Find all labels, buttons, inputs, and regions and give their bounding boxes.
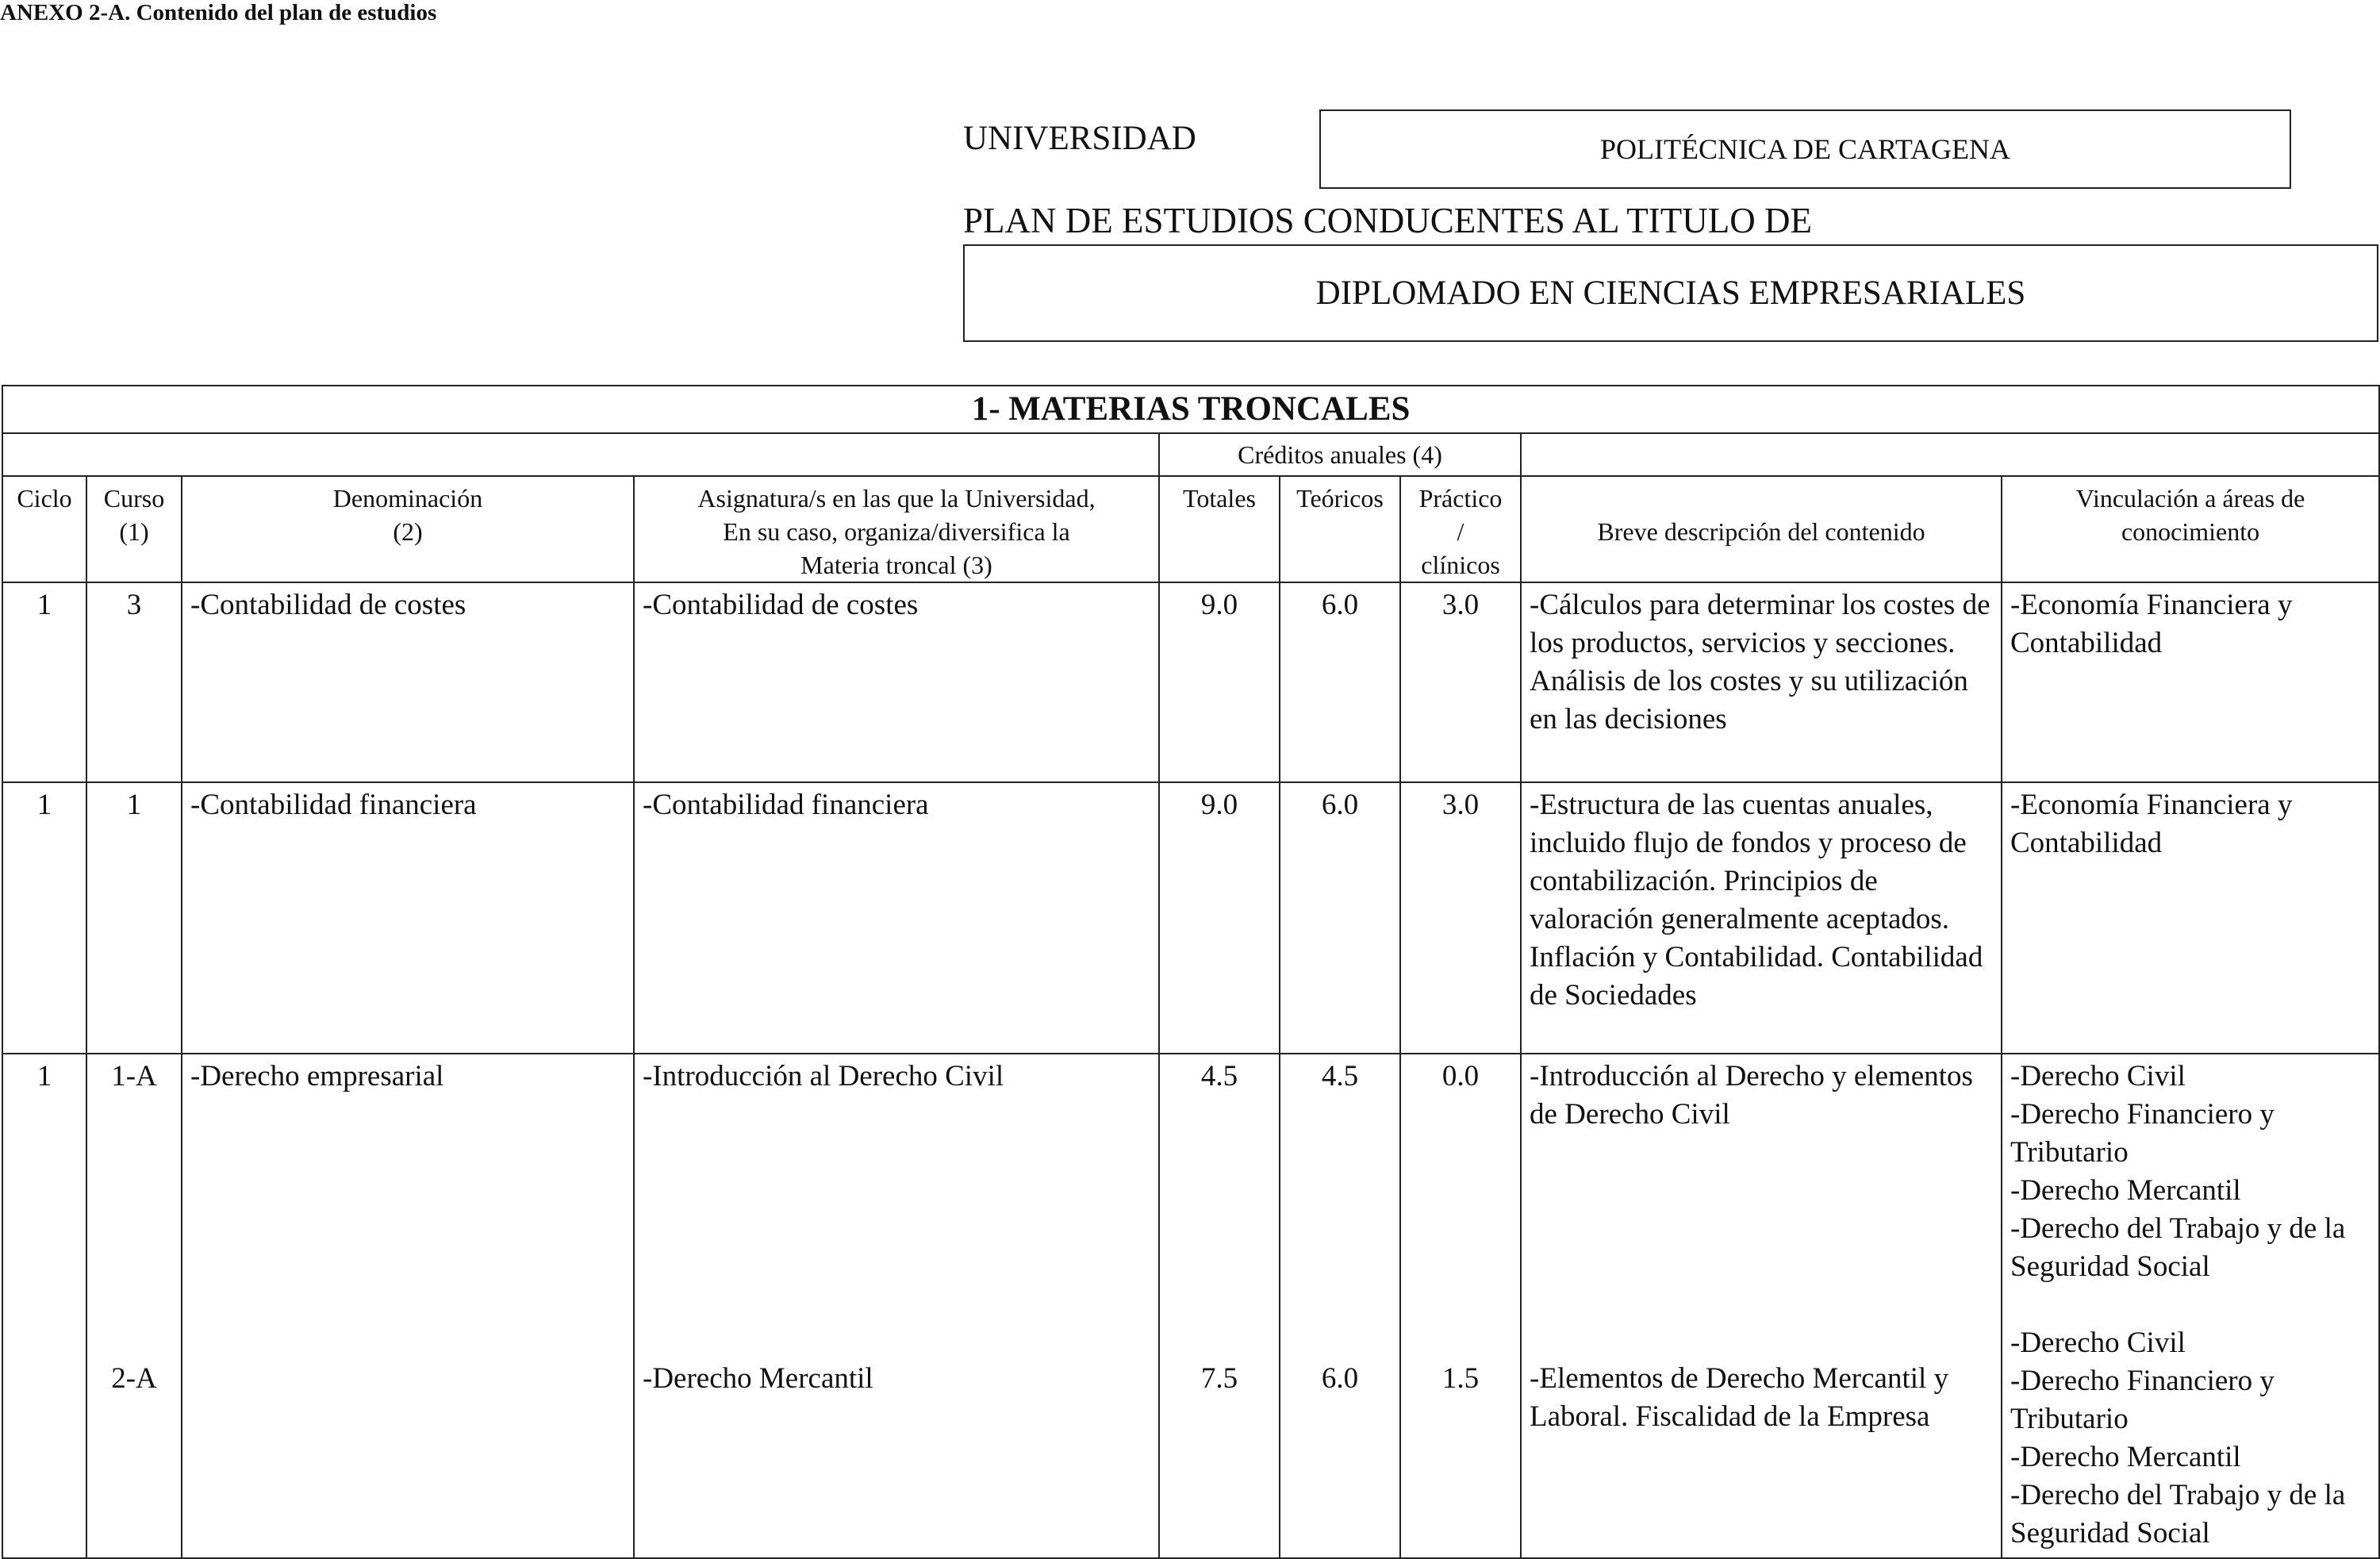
cell-ciclo: 1 (2, 582, 86, 782)
cell-curso: 1 (86, 782, 182, 1054)
cell-descripcion: -Cálculos para determinar los costes de los productos, servicios y secciones. Análisis de los costes y su utilización en las decisiones (1521, 582, 2002, 782)
area-item: -Derecho Civil (2010, 1060, 2186, 1092)
subrow-teoricos: 6.0 (1321, 1362, 1359, 1395)
cell-areas (2002, 1054, 2379, 1558)
cell-totales (1159, 1054, 1280, 1558)
cell-practicos: 3.0 (1400, 782, 1521, 1054)
table-row (2, 782, 2379, 1054)
credits-spacer (2, 433, 1159, 476)
plan-label: PLAN DE ESTUDIOS CONDUCENTES AL TITULO DE (963, 201, 1812, 240)
area-item: -Derecho Mercantil (2010, 1441, 2241, 1473)
subrow-curso: 1-A (111, 1060, 157, 1092)
cell-asignatura: -Contabilidad de costes (634, 582, 1159, 782)
subrow-descripcion: -Elementos de Derecho Mercantil y Laboral. Fiscalidad de la Empresa (1530, 1362, 1949, 1433)
cell-asignatura: -Contabilidad financiera (634, 782, 1159, 1054)
cell-practicos: 3.0 (1400, 582, 1521, 782)
cell-totales: 9.0 (1159, 582, 1280, 782)
col-asignatura: Asignatura/s en las que la Universidad, En su caso, organiza/diversifica la Materia troncal (3) (634, 476, 1159, 582)
subrow-descripcion: -Introducción al Derecho y elementos de Derecho Civil (1530, 1060, 1973, 1131)
cell-denominacion: -Derecho empresarial (182, 1054, 634, 1558)
col-denominacion: Denominación (2) (182, 476, 634, 582)
cell-ciclo: 1 (2, 1054, 86, 1558)
cell-ciclo: 1 (2, 782, 86, 1054)
credits-spacer-right (1521, 433, 2379, 476)
university-value: POLITÉCNICA DE CARTAGENA (1600, 133, 2010, 165)
subrow-totales: 7.5 (1200, 1362, 1238, 1395)
cell-teoricos (1280, 1054, 1400, 1558)
col-practicos: Práctico / clínicos (1400, 476, 1521, 582)
subrow-practicos: 1.5 (1441, 1362, 1480, 1395)
cell-asignatura (634, 1054, 1159, 1558)
cell-descripcion: -Estructura de las cuentas anuales, incluido flujo de fondos y proceso de contabilización. Principios de valoración generalmente aceptados. Inflación y Contabilidad. Contabilidad de Sociedades (1521, 782, 2002, 1054)
col-curso: Curso (1) (86, 476, 182, 582)
col-totales: Totales (1159, 476, 1280, 582)
university-label: UNIVERSIDAD (963, 120, 1196, 157)
subrow-totales: 4.5 (1200, 1060, 1238, 1092)
table-row (2, 1054, 2379, 1558)
cell-curso (86, 1054, 182, 1558)
subrow-asignatura: -Derecho Mercantil (643, 1362, 873, 1395)
col-ciclo: Ciclo (2, 476, 86, 582)
cell-areas: -Economía Financiera y Contabilidad (2002, 582, 2379, 782)
university-value-box (1319, 109, 2291, 189)
subrow-teoricos: 4.5 (1321, 1060, 1359, 1092)
area-item: -Derecho Financiero y Tributario (2010, 1365, 2274, 1435)
section-title: 1- MATERIAS TRONCALES (2, 386, 2379, 433)
annex-title: ANEXO 2-A. Contenido del plan de estudios (0, 0, 437, 25)
cell-totales: 9.0 (1159, 782, 1280, 1054)
col-areas: Vinculación a áreas de conocimiento (2002, 476, 2379, 582)
cell-areas: -Economía Financiera y Contabilidad (2002, 782, 2379, 1054)
column-header-row (2, 476, 2379, 582)
credits-header: Créditos anuales (4) (1159, 433, 1521, 476)
core-subjects-table (2, 385, 2380, 1559)
cell-curso: 3 (86, 582, 182, 782)
cell-teoricos: 6.0 (1280, 782, 1400, 1054)
subrow-curso: 2-A (111, 1362, 157, 1395)
degree-value: DIPLOMADO EN CIENCIAS EMPRESARIALES (1315, 275, 2026, 312)
degree-value-box (963, 244, 2378, 342)
cell-denominacion: -Contabilidad financiera (182, 782, 634, 1054)
col-teoricos: Teóricos (1280, 476, 1400, 582)
area-item: -Derecho del Trabajo y de la Seguridad Social (2010, 1212, 2346, 1283)
cell-denominacion: -Contabilidad de costes (182, 582, 634, 782)
area-item: -Derecho del Trabajo y de la Seguridad Social (2010, 1479, 2346, 1549)
cell-practicos (1400, 1054, 1521, 1558)
area-item: -Derecho Mercantil (2010, 1174, 2241, 1207)
cell-teoricos: 6.0 (1280, 582, 1400, 782)
area-item: -Derecho Civil (2010, 1327, 2186, 1359)
table-row (2, 582, 2379, 782)
area-item: -Derecho Financiero y Tributario (2010, 1098, 2274, 1169)
subrow-practicos: 0.0 (1441, 1060, 1480, 1092)
col-descripcion: Breve descripción del contenido (1521, 476, 2002, 582)
cell-descripcion (1521, 1054, 2002, 1558)
subrow-asignatura: -Introducción al Derecho Civil (643, 1060, 1004, 1092)
